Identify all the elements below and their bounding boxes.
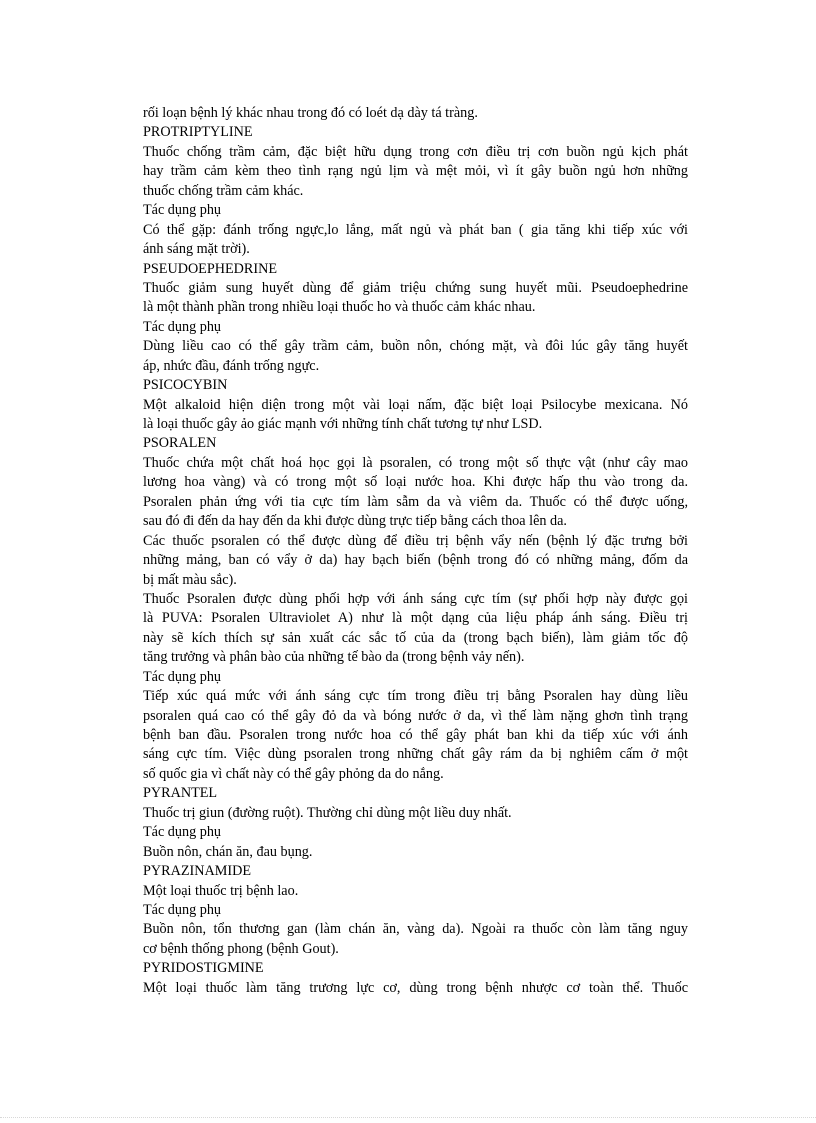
text-line: Tác dụng phụ (143, 668, 222, 685)
text-line: Buồn nôn, chán ăn, đau bụng. (143, 843, 313, 860)
text-line: Thuốc trị giun (đường ruột). Thường chỉ dùng một liều duy nhất. (143, 804, 512, 821)
text-line: Thuốc Psoralen được dùng phối hợp với ánh sáng cực tím (sự phối hợp này được gọi (143, 590, 688, 607)
text-line: PSEUDOEPHEDRINE (143, 260, 277, 277)
text-line: rối loạn bệnh lý khác nhau trong đó có loét dạ dày tá tràng. (143, 105, 478, 121)
text-line: lương hoa vàng) và có trong một số loại nước hoa. Khi được hấp thu vào trong da. (143, 474, 688, 491)
text-line: sáng cực tím. Việc dùng psoralen trong những chất gây rám da bị nghiêm cấm ở một (143, 746, 688, 763)
text-line: là PUVA: Psoralen Ultraviolet A) như là một dạng của liệu pháp ánh sáng. Điều trị (143, 610, 688, 627)
text-line: cơ bệnh thống phong (bệnh Gout). (143, 940, 339, 957)
text-line: bị mất màu sắc). (143, 571, 237, 588)
text-line: Thuốc giảm sung huyết dùng để giảm triệu chứng sung huyết mũi. Pseudoephedrine (143, 279, 688, 296)
text-line: là một thành phần trong nhiều loại thuốc ho và thuốc cảm khác nhau. (143, 299, 536, 316)
text-line: Tiếp xúc quá mức với ánh sáng cực tím trong điều trị bằng Psoralen hay dùng liều (143, 688, 688, 705)
text-line: psoralen quá cao có thể gây đỏ da và bóng nước ở da, vì thế làm nặng ghơn tình trạng (143, 707, 688, 724)
text-line: Một loại thuốc làm tăng trương lực cơ, dùng trong bệnh nhược cơ toàn thể. Thuốc (143, 979, 688, 996)
text-line: ánh sáng mặt trời). (143, 241, 250, 258)
document-body (143, 104, 688, 998)
text-line: Buồn nôn, tổn thương gan (làm chán ăn, vàng da). Ngoài ra thuốc còn làm tăng nguy (143, 921, 688, 938)
text-line: PSORALEN (143, 435, 217, 452)
page-bottom-divider (0, 1117, 816, 1118)
text-line: Tác dụng phụ (143, 901, 222, 918)
text-line: PYRANTEL (143, 785, 218, 802)
text-line: Thuốc chứa một chất hoá học gọi là psoralen, có trong một số thực vật (như cây mao (143, 454, 688, 471)
text-line: Psoralen phản ứng với tia cực tím làm sẫm da và viêm da. Thuốc có thể được uống, (143, 493, 688, 510)
text-line: Dùng liều cao có thể gây trầm cảm, buồn nôn, chóng mặt, và đôi lúc gây tăng huyết (143, 338, 688, 355)
text-line: PYRIDOSTIGMINE (143, 960, 264, 977)
text-line: hay trầm cảm kèm theo tình rạng ngủ lịm và mệt mỏi, vì ít gây buồn ngủ hơn những (143, 163, 688, 180)
text-line: Các thuốc psoralen có thể được dùng để điều trị bệnh vẩy nến (bệnh lý đặc trưng bởi (143, 532, 688, 549)
text-line: PROTRIPTYLINE (143, 124, 253, 141)
text-line: Tác dụng phụ (143, 318, 222, 335)
text-line: Tác dụng phụ (143, 824, 222, 841)
text-line: bệnh ban đầu. Psoralen trong nước hoa có thể gây phát ban khi da tiếp xúc với ánh (143, 727, 688, 743)
text-line: Có thể gặp: đánh trống ngực,lo lắng, mất ngủ và phát ban ( gia tăng khi tiếp xúc với (143, 221, 688, 238)
text-line: Một alkaloid hiện diện trong một vài loại nấm, đặc biệt loại Psilocybe mexicana. Nó (143, 396, 688, 413)
text-line: PSICOCYBIN (143, 377, 228, 394)
text-line: Một loại thuốc trị bệnh lao. (143, 882, 299, 899)
text-line: là loại thuốc gây ảo giác mạnh với những tính chất tương tự như LSD. (143, 416, 543, 432)
text-line: thuốc chống trầm cảm khác. (143, 182, 304, 199)
text-line: PYRAZINAMIDE (143, 863, 251, 880)
text-line: Thuốc chống trầm cảm, đặc biệt hữu dụng trong cơn điều trị cơn buồn ngủ kịch phát (143, 143, 688, 160)
text-line: những mảng, ban có vẩy ở da) hay bạch biến (bệnh trong đó có những mảng, đốm da (143, 552, 688, 569)
text-line: tăng trưởng và phân bào của những tế bào da (trong bệnh vảy nến). (143, 649, 525, 666)
text-line: sau đó đi đến da hay đến da khi được dùng trực tiếp bằng cách thoa lên da. (143, 513, 567, 530)
text-line: số quốc gia vì chất này có thể gây phỏng da do nắng. (143, 765, 444, 782)
text-line: này sẽ kích thích sự sản xuất các sắc tố của da (trong bạch biến), làm giảm tốc độ (143, 629, 688, 646)
text-line: áp, nhức đầu, đánh trống ngực. (143, 357, 320, 374)
text-line: Tác dụng phụ (143, 202, 222, 219)
